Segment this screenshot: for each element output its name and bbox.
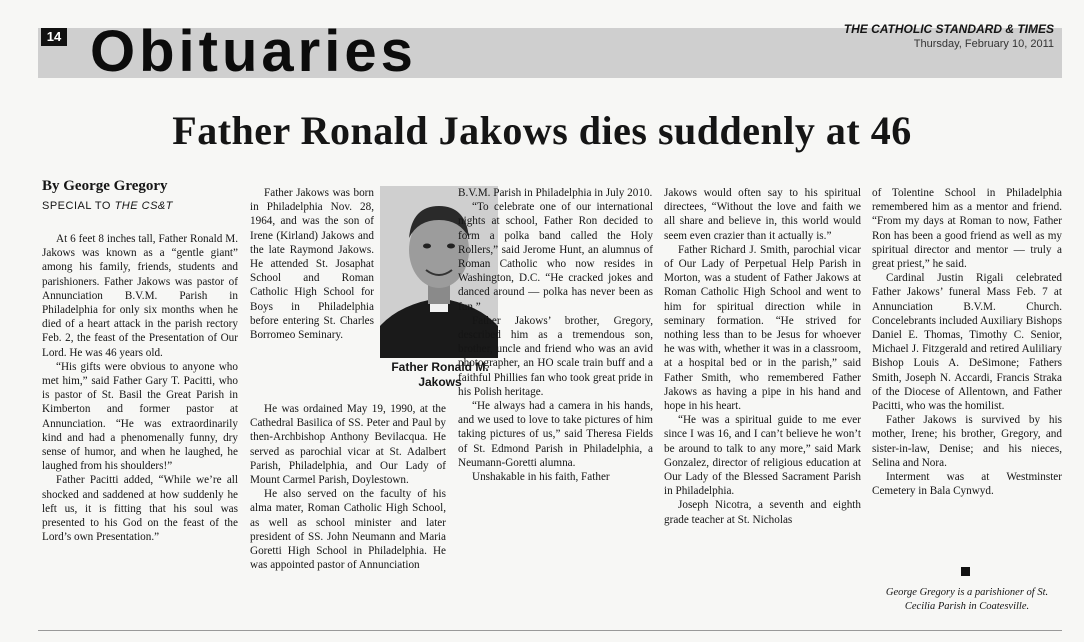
paragraph: B.V.M. Parish in Philadelphia in July 2010. [458,187,653,199]
byline-role [42,200,173,212]
author-note: George Gregory is a parishioner of St. Cecilia Parish in Coatesville. [885,587,1049,612]
paragraph: Father Pacitti added, “While we’re all shocked and saddened at how suddenly he left us, it is fitting that his soul was presented to his God on the feast of the Lord’s own Presentation.” [42,474,238,544]
paragraph: “He always had a camera in his hands, and we used to love to take pictures of him taking pictures of us,” said Theresa Fields of St. Edmond Parish in Philadelphia, a Neumann-Goretti alumna. [458,400,653,469]
article-column-2-bottom [250,402,446,572]
byline-author: By George Gregory [42,178,168,194]
byline-publication: THE CS&T [114,200,173,212]
paragraph: of Tolentine School in Philadelphia remembered him as a mentor and friend. “From my days at Roman to now, Father Ron has been a good friend as well as my spiritual director and mentor — truly a great priest,” he said. [872,187,1062,271]
paragraph: At 6 feet 8 inches tall, Father Ronald M. Jakows was known as a “gentle giant” among his family, friends, students and parishioners. Father Jakows was pastor of Annunciation B.V.M. Parish in Philadelphia for only six months when he died of a heart attack in the parish rectory Feb. 2, the feast of the Presentation of Our Lord. He was 46 years old. [42,233,238,359]
bottom-rule [38,630,1062,631]
byline-role-prefix: SPECIAL TO [42,200,115,212]
page-number: 14 [41,28,67,46]
article-column-1 [42,232,238,544]
photo-caption: Father Ronald M. Jakows [391,360,489,389]
paragraph: Father Jakows was born in Philadelphia Nov. 28, 1964, and was the son of Irene (Kirland) Jakows and the late Raymond Jakows. He attended St. Josaphat School and Roman Catholic High School for Boys in Philadelphia before entering St. Charles Borromeo Seminary. [250,187,374,342]
article-column-5 [872,186,1062,498]
paragraph: Father Richard J. Smith, parochial vicar of Our Lady of Perpetual Help Parish in Morton, was a student of Father Jakows at Roman Catholic High School and went to him for spiritual direction while in seminary formation. “He strived for nothing less than to be Jesus for whoever he was with, whether it was in a classroom, at a hospital bed or in the parish,” said Father Smith, who remembered Father Jakows as having a pipe in his hand and hope in his heart. [664,243,861,413]
paragraph: “His gifts were obvious to anyone who met him,” said Father Gary T. Pacitti, who is pastor of St. Basil the Great Parish in Kimberton and former pastor at Annunciation. “He was extraordinarily kind and had a phenomenally funny, dry sense of humor, and when he laughed, he laughed from his shoulders!” [42,360,238,473]
paragraph: Interment was at Westminster Cemetery in Bala Cynwyd. [872,471,1062,498]
paragraph: Father Jakows is survived by his mother, Irene; his brother, Gregory, and sister-in-law, Denise; and his nieces, Selina and Nora. [872,414,1062,469]
paragraph: He was ordained May 19, 1990, at the Cathedral Basilica of SS. Peter and Paul by then-Archbishop Anthony Bevilacqua. He served as parochial vicar at St. Adalbert Parish, Philadelphia, and Our Lady of Mount Carmel Parish, Doylestown. [250,403,446,487]
article-column-4 [664,186,861,527]
paragraph: Cardinal Justin Rigali celebrated Father Jakows’ funeral Mass Feb. 7 at Annunciation B.V.M. Church. Concelebrants included Auxiliary Bishops Daniel E. Thomas, Timothy C. Senior, Michael J. Fitzgerald and retired Auliliary Bishop Louis A. DeSimone; Fathers Smith, Joseph N. Accardi, Francis Straka of the Diocese of Allentown, and Father Pacitti, who was the homilist. [872,272,1062,413]
paragraph: “To celebrate one of our international nights at school, Father Ron decided to form a polka band called the Holy Rollers,” said Jerome Hunt, an alumnus of Roman Catholic who now resides in Washington, D.C. “He cracked jokes and danced around — polka has never been as fun.” [458,201,653,313]
paragraph: Joseph Nicotra, a seventh and eighth grade teacher at St. Nicholas [664,499,861,526]
article-column-2-top [250,186,374,342]
paragraph: Jakows would often say to his spiritual directees, “Without the love and faith we all share and believe in, this world would seem even crazier than it actually is.” [664,187,861,242]
headline: Father Ronald Jakows dies suddenly at 46 [172,108,912,153]
section-title: Obituaries [90,19,417,84]
issue-date: Thursday, February 10, 2011 [913,38,1054,50]
paragraph: “He was a spiritual guide to me ever since I was 16, and I can’t believe he won’t be around to talk to any more,” said Mark Gonzalez, director of religious education at Our Lady of the Blessed Sacrament Parish in Philadelphia. [664,414,861,498]
article-column-3 [458,186,653,484]
paragraph: Father Jakows’ brother, Gregory, described him as a tremendous son, brother, uncle and friend who was an avid photographer, an HO scale train buff and a faithful Phillies fan who took great pride in his Polish heritage. [458,314,653,398]
paragraph: He also served on the faculty of his alma mater, Roman Catholic High School, as well as school minister and later president of SS. John Neumann and Maria Goretti High School in Philadelphia. He was appointed pastor of Annunciation [250,488,446,572]
newspaper-name: THE CATHOLIC STANDARD & TIMES [843,22,1054,36]
end-of-article-mark [961,567,970,576]
paragraph: Unshakable in his faith, Father [472,471,610,484]
